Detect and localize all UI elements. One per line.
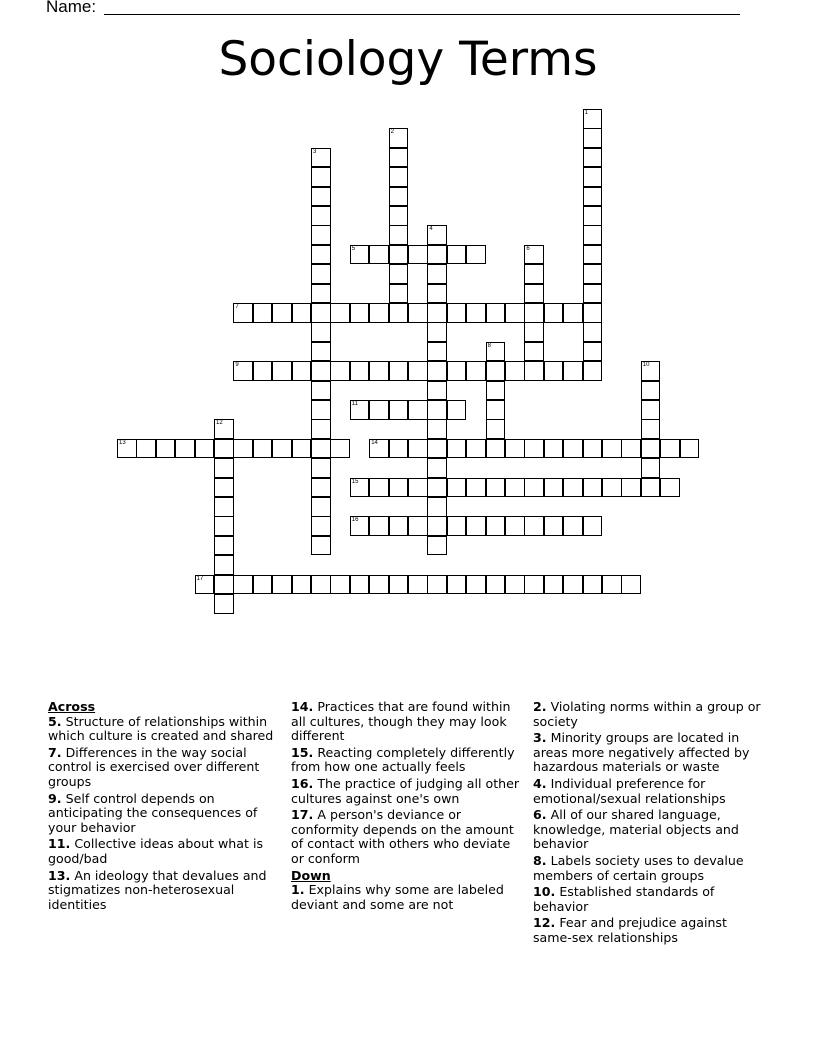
grid-cell[interactable] bbox=[466, 478, 486, 498]
grid-cell[interactable] bbox=[641, 381, 661, 401]
clue-text: Differences in the way social control is exercised over different groups bbox=[48, 744, 260, 789]
grid-cell[interactable] bbox=[466, 303, 486, 323]
clue-text: Reacting completely differently from how one actually feels bbox=[291, 744, 515, 775]
grid-cell[interactable] bbox=[583, 206, 603, 226]
clues-column-3 bbox=[533, 700, 769, 948]
grid-cell[interactable] bbox=[175, 439, 195, 459]
down-clue-12 bbox=[533, 916, 769, 945]
grid-cell[interactable] bbox=[389, 575, 409, 595]
grid-cell[interactable] bbox=[389, 400, 409, 420]
down-clue-3 bbox=[533, 731, 769, 775]
clue-number: 11. bbox=[48, 836, 71, 852]
clue-number: 7. bbox=[48, 744, 62, 760]
grid-cell[interactable] bbox=[350, 245, 370, 265]
grid-cell[interactable] bbox=[524, 264, 544, 284]
grid-cell[interactable] bbox=[389, 439, 409, 459]
grid-cell[interactable] bbox=[427, 478, 447, 498]
grid-cell[interactable] bbox=[330, 575, 350, 595]
down-heading: Down bbox=[291, 867, 331, 883]
cell-number: 3 bbox=[313, 148, 317, 155]
grid-cell[interactable] bbox=[505, 439, 525, 459]
grid-cell[interactable] bbox=[311, 458, 331, 478]
grid-cell[interactable] bbox=[214, 555, 234, 575]
grid-cell[interactable] bbox=[369, 400, 389, 420]
across-clue-17 bbox=[291, 808, 527, 866]
grid-cell[interactable] bbox=[156, 439, 176, 459]
clue-text: Practices that are found within all cultures, though they may look different bbox=[291, 699, 511, 744]
grid-cell[interactable] bbox=[214, 536, 234, 556]
grid-cell[interactable] bbox=[369, 303, 389, 323]
grid-cell[interactable] bbox=[641, 478, 661, 498]
grid-cell[interactable] bbox=[427, 458, 447, 478]
grid-cell[interactable] bbox=[427, 361, 447, 381]
grid-cell[interactable] bbox=[272, 361, 292, 381]
grid-cell[interactable] bbox=[350, 516, 370, 536]
grid-cell[interactable] bbox=[583, 516, 603, 536]
grid-cell[interactable] bbox=[447, 439, 467, 459]
grid-cell[interactable] bbox=[486, 400, 506, 420]
grid-cell[interactable] bbox=[583, 225, 603, 245]
grid-cell[interactable] bbox=[311, 536, 331, 556]
grid-cell[interactable] bbox=[427, 303, 447, 323]
clue-text: Labels society uses to devalue members of certain groups bbox=[533, 852, 744, 883]
page-title: Sociology Terms bbox=[218, 32, 598, 87]
grid-cell[interactable] bbox=[311, 225, 331, 245]
grid-cell[interactable] bbox=[195, 575, 215, 595]
grid-cell[interactable] bbox=[214, 478, 234, 498]
grid-cell[interactable] bbox=[486, 381, 506, 401]
grid-cell[interactable] bbox=[486, 419, 506, 439]
grid-cell[interactable] bbox=[311, 361, 331, 381]
grid-cell[interactable] bbox=[311, 516, 331, 536]
grid-cell[interactable] bbox=[292, 361, 312, 381]
grid-cell[interactable] bbox=[408, 303, 428, 323]
grid-cell[interactable] bbox=[660, 478, 680, 498]
grid-cell[interactable] bbox=[214, 594, 234, 614]
clue-number: 6. bbox=[533, 807, 547, 823]
grid-cell[interactable] bbox=[466, 245, 486, 265]
grid-cell[interactable] bbox=[563, 439, 583, 459]
grid-cell[interactable] bbox=[583, 284, 603, 304]
grid-cell[interactable] bbox=[350, 303, 370, 323]
grid-cell[interactable] bbox=[389, 128, 409, 148]
clue-text: An ideology that devalues and stigmatizes non-heterosexual identities bbox=[48, 867, 267, 912]
clue-number: 14. bbox=[291, 699, 314, 714]
clue-number: 10. bbox=[533, 884, 556, 900]
clue-text: Explains why some are labeled deviant and some are not bbox=[291, 882, 504, 912]
grid-cell[interactable] bbox=[350, 361, 370, 381]
clue-number: 1. bbox=[291, 882, 305, 898]
grid-cell[interactable] bbox=[524, 245, 544, 265]
grid-cell[interactable] bbox=[544, 516, 564, 536]
grid-cell[interactable] bbox=[311, 381, 331, 401]
cell-number: 7 bbox=[235, 304, 239, 310]
grid-cell[interactable] bbox=[214, 419, 234, 439]
grid-cell[interactable] bbox=[505, 516, 525, 536]
cell-number: 6 bbox=[526, 245, 530, 252]
grid-cell[interactable] bbox=[427, 516, 447, 536]
across-clue-15 bbox=[291, 746, 527, 775]
grid-cell[interactable] bbox=[117, 439, 137, 459]
grid-cell[interactable] bbox=[427, 322, 447, 342]
grid-cell[interactable] bbox=[427, 575, 447, 595]
grid-cell[interactable] bbox=[583, 128, 603, 148]
grid-cell[interactable] bbox=[292, 303, 312, 323]
across-clue-14 bbox=[291, 700, 527, 744]
clue-number: 3. bbox=[533, 730, 547, 746]
clue-number: 12. bbox=[533, 915, 556, 931]
grid-cell[interactable] bbox=[544, 478, 564, 498]
grid-cell[interactable] bbox=[292, 439, 312, 459]
grid-cell[interactable] bbox=[369, 361, 389, 381]
grid-cell[interactable] bbox=[427, 419, 447, 439]
grid-cell[interactable] bbox=[583, 322, 603, 342]
grid-cell[interactable] bbox=[408, 400, 428, 420]
grid-cell[interactable] bbox=[524, 516, 544, 536]
clue-text: The practice of judging all other cultures against one's own bbox=[291, 775, 520, 806]
grid-cell[interactable] bbox=[253, 361, 273, 381]
clue-number: 17. bbox=[291, 807, 314, 823]
across-clue-11 bbox=[48, 837, 286, 866]
clue-text: Self control depends on anticipating the consequences of your behavior bbox=[48, 790, 258, 835]
grid-cell[interactable] bbox=[427, 400, 447, 420]
grid-cell[interactable] bbox=[583, 109, 603, 129]
grid-cell[interactable] bbox=[195, 439, 215, 459]
grid-cell[interactable] bbox=[311, 419, 331, 439]
grid-cell[interactable] bbox=[369, 478, 389, 498]
down-clue-4 bbox=[533, 777, 769, 806]
grid-cell[interactable] bbox=[447, 575, 467, 595]
grid-cell[interactable] bbox=[524, 284, 544, 304]
grid-cell[interactable] bbox=[427, 536, 447, 556]
grid-cell[interactable] bbox=[447, 400, 467, 420]
grid-cell[interactable] bbox=[524, 361, 544, 381]
grid-cell[interactable] bbox=[602, 478, 622, 498]
clue-text: A person's deviance or conformity depends on the amount of contact with others who deviate or conform bbox=[291, 807, 514, 866]
grid-cell[interactable] bbox=[389, 187, 409, 207]
grid-cell[interactable] bbox=[621, 478, 641, 498]
grid-cell[interactable] bbox=[505, 575, 525, 595]
grid-cell[interactable] bbox=[350, 400, 370, 420]
grid-cell[interactable] bbox=[505, 303, 525, 323]
grid-cell[interactable] bbox=[214, 497, 234, 517]
cell-number: 15 bbox=[351, 478, 359, 485]
clue-number: 13. bbox=[48, 867, 71, 883]
grid-cell[interactable] bbox=[311, 303, 331, 323]
grid-cell[interactable] bbox=[466, 361, 486, 381]
clue-text: Fear and prejudice against same-sex relationships bbox=[533, 915, 727, 945]
grid-cell[interactable] bbox=[330, 439, 350, 459]
clue-number: 4. bbox=[533, 775, 547, 791]
cell-number: 11 bbox=[351, 401, 359, 407]
cell-number: 9 bbox=[235, 362, 239, 369]
grid-cell[interactable] bbox=[427, 225, 447, 245]
grid-cell[interactable] bbox=[311, 264, 331, 284]
across-clue-5 bbox=[48, 715, 286, 744]
clues-column-2 bbox=[291, 700, 527, 914]
clue-text: Established standards of behavior bbox=[533, 884, 715, 914]
grid-cell[interactable] bbox=[524, 575, 544, 595]
grid-cell[interactable] bbox=[272, 575, 292, 595]
clue-text: All of our shared language, knowledge, material objects and behavior bbox=[533, 807, 739, 852]
grid-cell[interactable] bbox=[408, 516, 428, 536]
grid-cell[interactable] bbox=[272, 439, 292, 459]
grid-cell[interactable] bbox=[466, 516, 486, 536]
grid-cell[interactable] bbox=[447, 245, 467, 265]
grid-cell[interactable] bbox=[583, 303, 603, 323]
grid-cell[interactable] bbox=[311, 322, 331, 342]
grid-cell[interactable] bbox=[311, 439, 331, 459]
down-clue-1 bbox=[291, 883, 527, 912]
grid-cell[interactable] bbox=[466, 575, 486, 595]
grid-cell[interactable] bbox=[486, 478, 506, 498]
grid-cell[interactable] bbox=[389, 361, 409, 381]
grid-cell[interactable] bbox=[311, 284, 331, 304]
grid-cell[interactable] bbox=[389, 264, 409, 284]
cell-number: 8 bbox=[487, 342, 491, 349]
across-clue-9 bbox=[48, 792, 286, 836]
grid-cell[interactable] bbox=[427, 264, 447, 284]
grid-cell[interactable] bbox=[389, 225, 409, 245]
grid-cell[interactable] bbox=[233, 439, 253, 459]
grid-cell[interactable] bbox=[330, 303, 350, 323]
grid-cell[interactable] bbox=[311, 206, 331, 226]
grid-cell[interactable] bbox=[563, 303, 583, 323]
grid-cell[interactable] bbox=[505, 478, 525, 498]
grid-cell[interactable] bbox=[583, 167, 603, 187]
grid-cell[interactable] bbox=[427, 284, 447, 304]
grid-cell[interactable] bbox=[427, 497, 447, 517]
grid-cell[interactable] bbox=[447, 303, 467, 323]
clue-text: Collective ideas about what is good/bad bbox=[48, 836, 264, 866]
grid-cell[interactable] bbox=[389, 206, 409, 226]
grid-cell[interactable] bbox=[486, 575, 506, 595]
clue-number: 9. bbox=[48, 790, 62, 806]
grid-cell[interactable] bbox=[233, 575, 253, 595]
down-clue-10 bbox=[533, 885, 769, 914]
across-clue-13 bbox=[48, 869, 286, 913]
grid-cell[interactable] bbox=[544, 303, 564, 323]
grid-cell[interactable] bbox=[311, 148, 331, 168]
grid-cell[interactable] bbox=[524, 342, 544, 362]
grid-cell[interactable] bbox=[311, 400, 331, 420]
grid-cell[interactable] bbox=[214, 439, 234, 459]
clue-text: Individual preference for emotional/sexual relationships bbox=[533, 775, 726, 806]
clue-text: Minority groups are located in areas more negatively affected by hazardous materials or waste bbox=[533, 730, 750, 775]
grid-cell[interactable] bbox=[486, 361, 506, 381]
across-heading: Across bbox=[48, 699, 96, 714]
grid-cell[interactable] bbox=[505, 361, 525, 381]
grid-cell[interactable] bbox=[427, 342, 447, 362]
grid-cell[interactable] bbox=[486, 342, 506, 362]
grid-cell[interactable] bbox=[641, 361, 661, 381]
clue-number: 5. bbox=[48, 713, 62, 729]
grid-cell[interactable] bbox=[311, 167, 331, 187]
grid-cell[interactable] bbox=[233, 303, 253, 323]
grid-cell[interactable] bbox=[427, 439, 447, 459]
cell-number: 16 bbox=[351, 517, 359, 524]
cell-number: 10 bbox=[642, 362, 650, 369]
grid-cell[interactable] bbox=[369, 439, 389, 459]
grid-cell[interactable] bbox=[583, 361, 603, 381]
grid-cell[interactable] bbox=[389, 478, 409, 498]
grid-cell[interactable] bbox=[524, 478, 544, 498]
grid-cell[interactable] bbox=[214, 575, 234, 595]
grid-cell[interactable] bbox=[311, 342, 331, 362]
grid-cell[interactable] bbox=[253, 303, 273, 323]
grid-cell[interactable] bbox=[233, 361, 253, 381]
grid-cell[interactable] bbox=[136, 439, 156, 459]
grid-cell[interactable] bbox=[583, 478, 603, 498]
grid-cell[interactable] bbox=[466, 439, 486, 459]
name-label: Name: bbox=[46, 0, 97, 16]
grid-cell[interactable] bbox=[583, 187, 603, 207]
grid-cell[interactable] bbox=[389, 303, 409, 323]
cell-number: 4 bbox=[429, 226, 433, 233]
clue-number: 8. bbox=[533, 852, 547, 868]
clue-number: 2. bbox=[533, 699, 547, 714]
grid-cell[interactable] bbox=[563, 575, 583, 595]
grid-cell[interactable] bbox=[272, 303, 292, 323]
grid-cell[interactable] bbox=[427, 381, 447, 401]
grid-cell[interactable] bbox=[389, 148, 409, 168]
grid-cell[interactable] bbox=[563, 478, 583, 498]
clue-number: 15. bbox=[291, 744, 314, 760]
grid-cell[interactable] bbox=[641, 419, 661, 439]
cell-number: 1 bbox=[584, 110, 588, 116]
grid-cell[interactable] bbox=[311, 575, 331, 595]
grid-cell[interactable] bbox=[563, 516, 583, 536]
grid-cell[interactable] bbox=[408, 245, 428, 265]
grid-cell[interactable] bbox=[447, 361, 467, 381]
grid-cell[interactable] bbox=[583, 439, 603, 459]
cell-number: 17 bbox=[196, 575, 204, 582]
grid-cell[interactable] bbox=[447, 516, 467, 536]
grid-cell[interactable] bbox=[214, 458, 234, 478]
grid-cell[interactable] bbox=[214, 516, 234, 536]
cell-number: 12 bbox=[216, 420, 223, 427]
cell-number: 14 bbox=[371, 439, 378, 446]
grid-cell[interactable] bbox=[641, 458, 661, 478]
grid-cell[interactable] bbox=[544, 439, 564, 459]
clue-number: 16. bbox=[291, 775, 314, 791]
cell-number: 2 bbox=[390, 129, 394, 136]
grid-cell[interactable] bbox=[524, 439, 544, 459]
grid-cell[interactable] bbox=[602, 575, 622, 595]
grid-cell[interactable] bbox=[427, 245, 447, 265]
grid-cell[interactable] bbox=[524, 303, 544, 323]
grid-cell[interactable] bbox=[389, 284, 409, 304]
grid-cell[interactable] bbox=[544, 361, 564, 381]
clue-text: Violating norms within a group or society bbox=[533, 699, 761, 729]
grid-cell[interactable] bbox=[389, 245, 409, 265]
grid-cell[interactable] bbox=[563, 361, 583, 381]
grid-cell[interactable] bbox=[447, 478, 467, 498]
grid-cell[interactable] bbox=[369, 245, 389, 265]
grid-cell[interactable] bbox=[311, 245, 331, 265]
grid-cell[interactable] bbox=[583, 575, 603, 595]
grid-cell[interactable] bbox=[311, 478, 331, 498]
grid-cell[interactable] bbox=[621, 439, 641, 459]
grid-cell[interactable] bbox=[408, 478, 428, 498]
grid-cell[interactable] bbox=[408, 361, 428, 381]
grid-cell[interactable] bbox=[486, 303, 506, 323]
grid-cell[interactable] bbox=[350, 478, 370, 498]
grid-cell[interactable] bbox=[660, 439, 680, 459]
grid-cell[interactable] bbox=[389, 167, 409, 187]
grid-cell[interactable] bbox=[680, 439, 700, 459]
grid-cell[interactable] bbox=[408, 575, 428, 595]
grid-cell[interactable] bbox=[369, 575, 389, 595]
grid-cell[interactable] bbox=[641, 439, 661, 459]
grid-cell[interactable] bbox=[621, 575, 641, 595]
down-clue-8 bbox=[533, 854, 769, 883]
down-clue-2 bbox=[533, 700, 769, 729]
clue-text: Structure of relationships within which culture is created and shared bbox=[48, 713, 274, 744]
grid-cell[interactable] bbox=[330, 361, 350, 381]
grid-cell[interactable] bbox=[524, 322, 544, 342]
grid-cell[interactable] bbox=[350, 575, 370, 595]
grid-cell[interactable] bbox=[292, 575, 312, 595]
grid-cell[interactable] bbox=[602, 439, 622, 459]
grid-cell[interactable] bbox=[486, 439, 506, 459]
cell-number: 13 bbox=[119, 439, 126, 446]
grid-cell[interactable] bbox=[369, 516, 389, 536]
grid-cell[interactable] bbox=[389, 516, 409, 536]
grid-cell[interactable] bbox=[311, 187, 331, 207]
across-clue-7 bbox=[48, 746, 286, 790]
grid-cell[interactable] bbox=[583, 342, 603, 362]
grid-cell[interactable] bbox=[583, 148, 603, 168]
grid-cell[interactable] bbox=[641, 400, 661, 420]
grid-cell[interactable] bbox=[253, 575, 273, 595]
clues-column-1 bbox=[48, 700, 286, 914]
grid-cell[interactable] bbox=[311, 497, 331, 517]
down-clue-6 bbox=[533, 808, 769, 852]
grid-cell[interactable] bbox=[583, 245, 603, 265]
grid-cell[interactable] bbox=[253, 439, 273, 459]
across-clue-16 bbox=[291, 777, 527, 806]
grid-cell[interactable] bbox=[486, 516, 506, 536]
grid-cell[interactable] bbox=[408, 439, 428, 459]
grid-cell[interactable] bbox=[583, 264, 603, 284]
grid-cell[interactable] bbox=[544, 575, 564, 595]
cell-number: 5 bbox=[351, 245, 356, 252]
